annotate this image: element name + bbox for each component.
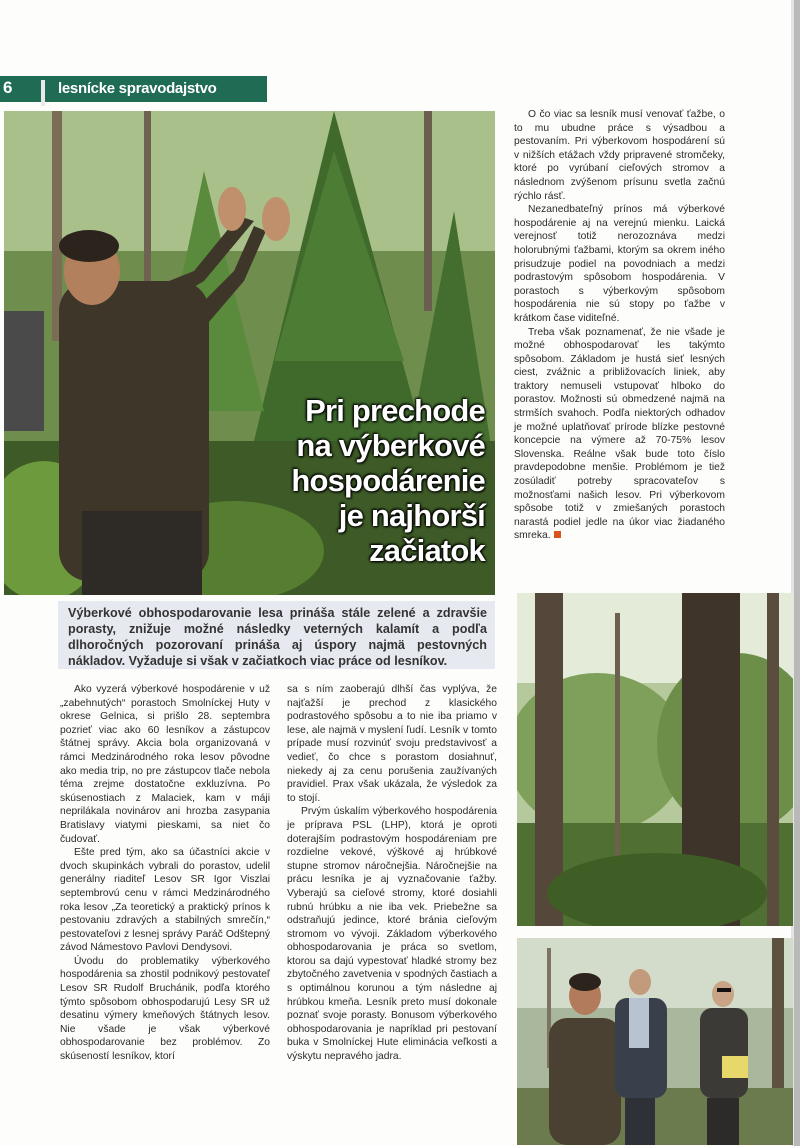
foresters-group-photo: [517, 938, 793, 1145]
title-line: hospodárenie: [291, 463, 485, 498]
forest-trunks-photo: [517, 593, 793, 926]
title-line: Pri prechode: [305, 393, 485, 428]
paragraph: Ako vyzerá výberkové hospodárenie v už „zabehnutých“ porastoch Smolníckej Huty v okrese Gelnica, si prišlo 28. septembra pozrieť viac ako 60 lesníkov a zástupcov štátnej správy. Akcia bola organizovaná v rámci Medzinárodného roka lesov pôvodne ako media trip, no pre zástupcov tlače nebola téma zrejme dostatočne exkluzívna. Po skúsenostiach z Malaciek, kam v máji neprilákala novinárov ani hrozba zasypania Bratislavy viatymi pieskami, sa niet čo čudovať.: [60, 684, 270, 845]
foresters-illustration: [517, 938, 793, 1145]
page-number: 6: [3, 78, 13, 97]
paragraph-text: Treba však poznamenať, že nie všade je možné obhospodarovať les takýmto spôsobom. Základom je hustá sieť lesných ciest, zvážnic a približovacích liniek, aby traktory nemuseli vstupovať hlboko do porastov. Možnosti sú obmedzené najmä na strmších svahoch. Podľa niektorých odhadov je možné uplatňovať prírode blízke pestovné koncepcie na výmere až 70-75% lesov Slovenska. Reálne však bude toto číslo pravdepodobne menšie. Problémom je tiež zosúladiť potreby spracovateľov s možnosťami našich lesov. Pri výberkovom spôsobe totiž v zmiešaných porastoch narastá podiel jedle na úkor viac žiadaného smreka.: [514, 326, 725, 542]
article-title: [291, 393, 485, 568]
lead-box: [58, 601, 495, 669]
lead-text: Výberkové obhospodarovanie lesa prináša stále zelené a zdravšie porasty, znižuje možné následky veterných kalamít a podľa dlhoročných pozorovaní prináša aj úspory najmä pestovných nákladov. Vyžaduje si však v začiatkoch viac práce od lesníkov.: [68, 606, 487, 668]
header-divider: [41, 80, 45, 106]
body-column-1: [60, 683, 270, 1064]
paragraph: Nezanedbateľný prínos má výberkové hospodárenie aj na verejnú mienku. Laická verejnosť totiž nerozoznáva medzi holorubnými ťažbami, ktorým sa okrem iného prisudzuje podiel na povodniach a medzi podrastovým spôsobom hospodárenia. V porastoch s výberkovým spôsobom hospodárenia nie sú stopy po ťažbe v krátkom čase viditeľné.: [514, 204, 725, 324]
paragraph: O čo viac sa lesník musí venovať ťažbe, o to mu ubudne práce s výsadbou a pestovaním. Pri výberkovom hospodárení sú v nižších etážach vždy pripravené stromčeky, ktoré po vyrúbaní cieľových stromov a následnom zvýšenom prísunu svetla začnú rýchlo rásť.: [514, 109, 725, 202]
paragraph: Úvodu do problematiky výberkového hospodárenia sa zhostil podnikový pestovateľ Lesov SR Rudolf Bruchánik, podľa ktorého týmto spôsobom obhospodarujú Lesy SR už desatinu výmery kmeňových štátnych lesov. Nie všade je však výberkové obhospodarovanie bez problémov. Zo skúseností lesníkov, ktorí: [60, 955, 270, 1063]
forest-trunks-illustration: [517, 593, 793, 926]
paragraph: Ešte pred tým, ako sa účastníci akcie v dvoch skupinkách vybrali do porastov, udelil generálny riaditeľ Lesov SR Igor Viszlai septembrovú cenu v rámci Medzinárodného roka lesov „Za teoretický a praktický prínos k pestovaniu zdravých a stabilných smrečín,“ pestovateľovi z lesnej správy Paráč Odštepný závod Námestovo Pavlovi Dendysovi.: [60, 847, 270, 954]
section-header: [0, 76, 267, 102]
paragraph: [514, 326, 725, 544]
hero-photo: [4, 111, 495, 595]
paragraph: sa s ním zaoberajú dlhší čas vyplýva, že najťažší je prechod z klasického podrastového spôsobu a to nie iba priamo v lese, ale najmä v myslení ľudí. Lesník v tomto prípade musí rozvinúť svoju predstavivosť a vedieť, čo chce s porastom dosiahnuť, niekedy aj za cenu porušenia zaužívaných pravidiel. Prax však ukázala, že výsledok za to stojí.: [287, 684, 497, 804]
title-line: je najhorší: [338, 498, 485, 533]
page-edge: [794, 0, 800, 1146]
title-line: začiatok: [369, 533, 485, 568]
body-column-3: [514, 108, 725, 543]
title-line: na výberkové: [296, 428, 485, 463]
body-column-2: [287, 683, 497, 1064]
section-title: lesnícke spravodajstvo: [58, 80, 217, 97]
end-of-article-mark: [554, 531, 561, 538]
paragraph: Prvým úskalím výberkového hospodárenia je príprava PSL (LHP), ktorá je oproti doterajším podrastovým hospodáreniam pre rozdielne vekové, výškové aj hrúbkové stupne stromov náročnejšia. Náročnejšie na prácu lesníka je aj vyznačovanie ťažby. Vyberajú sa cieľové stromy, ktoré dosiahli rubnú hrúbku a nie iba vek. Priebežne sa odstraňujú jedince, ktoré bránia cieľovým stromom vo vývoji. Základom výberkového obhospodarovania je práca so svetlom, ktorou sa dajú vypestovať hladké stromy bez zbytočného zavetvenia v spodných častiach a s optimálnou korunou a tým následne aj hrúbkou kmeňa. Lesník preto musí dokonale poznať svoje porasty. Bonusom výberkového obhospodarovania je napríklad pri pestovaní buka v Smolníckej Hute eliminácia veľkosti a výskytu nepravého jadra.: [287, 806, 497, 1063]
